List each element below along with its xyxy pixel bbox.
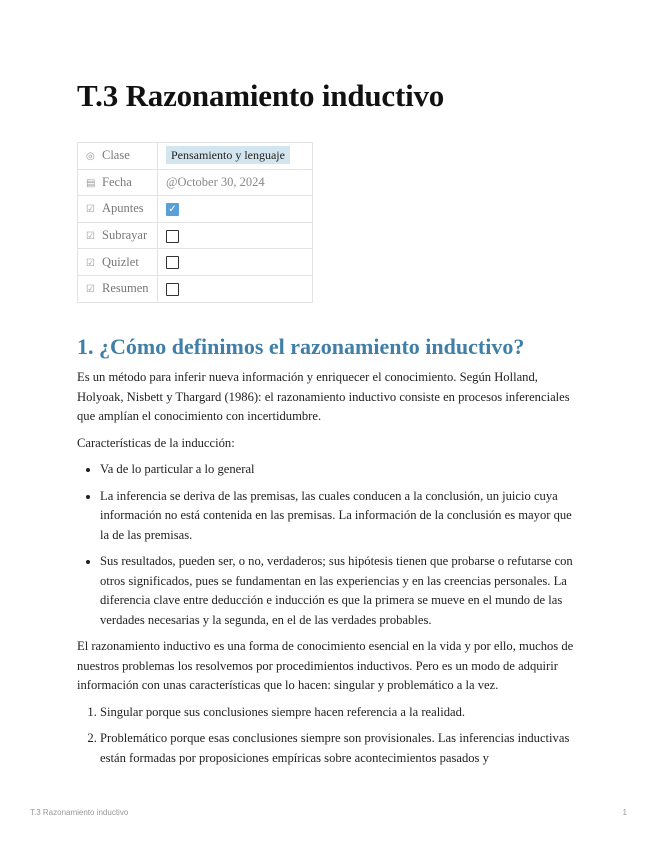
properties-table [77, 142, 313, 303]
property-value [158, 249, 313, 276]
property-key-label: Clase [102, 148, 130, 163]
list-item: • Sus resultados, pueden ser, o no, verdaderos; sus hipótesis tienen que probarse o refutarse con otros significados, pues se fundamentan en las experiencias y en las creencias personales. La diferencia clave entre deducción e inducción es que la primera se mueve en el mundo de las verdades necesarias y la segunda, en el de las verdades probables. [100, 552, 582, 630]
property-key [78, 143, 158, 170]
property-key-label: Fecha [102, 174, 132, 189]
property-key [78, 169, 158, 196]
select-icon: ◎ [86, 151, 95, 163]
property-key-label: Subrayar [102, 228, 148, 243]
property-row-quizlet [78, 249, 313, 276]
section-body [77, 368, 582, 775]
class-tag[interactable]: Pensamiento y lenguaje [166, 146, 290, 164]
property-key [78, 222, 158, 249]
property-key [78, 196, 158, 223]
page-title: T.3 Razonamiento inductivo [77, 78, 445, 113]
list-item: 1. Singular porque sus conclusiones siempre hacen referencia a la realidad. [100, 703, 582, 723]
checkbox-icon: ☑ [86, 204, 95, 216]
checkbox-icon: ☑ [86, 231, 95, 243]
apuntes-checkbox[interactable]: ✓ [166, 203, 179, 216]
list-item: • La inferencia se deriva de las premisas, las cuales conducen a la conclusión, un juicio cuya información no está contenida en las premisas. La información de la conclusión es mayor que la de las premisas. [100, 487, 582, 546]
property-value [158, 222, 313, 249]
property-key [78, 275, 158, 302]
property-value [158, 196, 313, 223]
intro-paragraph: Es un método para inferir nueva información y enriquecer el conocimiento. Según Holland, Holyoak, Nisbett y Thargard (1986): el razonamiento inductivo consiste en procesos inferenciales que amplían el conocimiento con incertidumbre. [77, 370, 570, 423]
subrayar-checkbox[interactable] [166, 230, 179, 243]
property-value [158, 275, 313, 302]
section-heading: 1. ¿Cómo definimos el razonamiento inductivo? [77, 334, 525, 359]
property-key [78, 249, 158, 276]
resumen-checkbox[interactable] [166, 283, 179, 296]
property-key-label: Apuntes [102, 201, 144, 216]
paragraph-2: El razonamiento inductivo es una forma de conocimiento esencial en la vida y por ello, muchos de nuestros problemas los resolvemos por procedimientos inductivos. Pero es un modo de adquirir información con unas características que lo hacen: singular y problemático a la vez. [77, 639, 574, 692]
quizlet-checkbox[interactable] [166, 256, 179, 269]
property-row-subrayar [78, 222, 313, 249]
list-item: • Va de lo particular a lo general [100, 460, 582, 480]
footer-title: T.3 Razonamiento inductivo [30, 808, 129, 817]
property-row-fecha [78, 169, 313, 196]
property-key-label: Quizlet [102, 254, 139, 269]
checkbox-icon: ☑ [86, 257, 95, 269]
features-label: Características de la inducción: [77, 435, 235, 450]
property-row-resumen [78, 275, 313, 302]
property-row-apuntes [78, 196, 313, 223]
calendar-icon: ▤ [86, 177, 96, 189]
checkbox-icon: ☑ [86, 284, 95, 296]
property-value[interactable] [158, 143, 313, 170]
numbered-list [77, 703, 582, 769]
property-value[interactable] [158, 169, 313, 196]
list-item: 2. Problemático porque esas conclusiones siempre son provisionales. Las inferencias inductivas están formadas por proposiciones empíricas sobre acontecimientos pasados y [100, 729, 582, 768]
date-value[interactable]: @October 30, 2024 [166, 174, 265, 189]
property-key-label: Resumen [102, 281, 149, 296]
property-row-clase [78, 143, 313, 170]
features-list [77, 460, 582, 630]
page-number: 1 [622, 808, 627, 817]
